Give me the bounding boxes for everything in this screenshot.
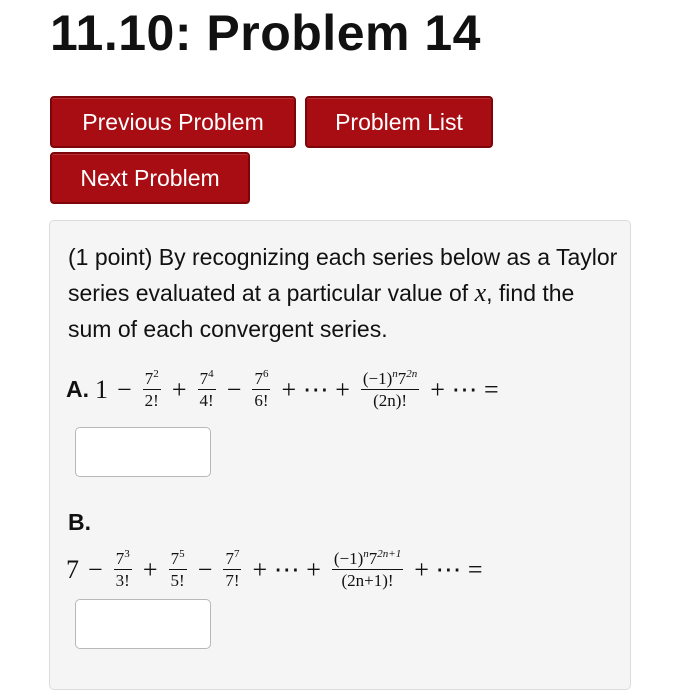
series-a-lead: 1 bbox=[95, 374, 108, 404]
term-den: 7! bbox=[225, 571, 240, 590]
page-title: 11.10: Problem 14 bbox=[50, 5, 481, 61]
general-num-sign: (−1) bbox=[362, 369, 393, 388]
problem-panel bbox=[49, 220, 631, 690]
general-num-base: 7 bbox=[368, 549, 378, 568]
series-a-general-term bbox=[361, 369, 419, 410]
previous-problem-button[interactable]: Previous Problem bbox=[50, 96, 296, 148]
answer-b-input[interactable] bbox=[75, 599, 211, 649]
general-den: (2n)! bbox=[373, 391, 408, 410]
series-b-term-1 bbox=[114, 549, 132, 590]
term-num-base: 7 bbox=[170, 549, 180, 568]
next-problem-button[interactable]: Next Problem bbox=[50, 152, 250, 204]
term-den: 6! bbox=[254, 391, 269, 410]
term-num-exp: 7 bbox=[233, 548, 240, 560]
general-num-base: 7 bbox=[397, 369, 407, 388]
statement-text: By recognizing each series below as a Taylor series evaluated at a particular value of bbox=[68, 244, 618, 306]
series-a-sign-3: − bbox=[226, 374, 242, 404]
series-b-term-2 bbox=[169, 549, 187, 590]
term-num-base: 7 bbox=[199, 369, 209, 388]
term-num-exp: 2 bbox=[153, 368, 159, 380]
term-den: 5! bbox=[170, 571, 185, 590]
term-num-exp: 6 bbox=[262, 368, 269, 380]
series-a-tail: + ⋯ = bbox=[430, 374, 499, 404]
series-b-ellipsis: + ⋯ + bbox=[252, 554, 321, 584]
series-a-ellipsis: + ⋯ + bbox=[281, 374, 350, 404]
series-b-sign-1: − bbox=[88, 554, 103, 584]
problem-list-button[interactable]: Problem List bbox=[305, 96, 493, 148]
general-num-exp1: n bbox=[392, 368, 398, 380]
statement-text-end: , find the sum of each convergent series. bbox=[68, 280, 575, 342]
term-num-base: 7 bbox=[225, 549, 234, 568]
part-b-label: B. bbox=[68, 509, 91, 535]
term-num-exp: 4 bbox=[208, 368, 214, 380]
general-num-exp1: n bbox=[363, 548, 369, 560]
term-den: 4! bbox=[199, 391, 214, 410]
term-num-base: 7 bbox=[254, 369, 263, 388]
series-a-sign-2: + bbox=[171, 374, 187, 404]
term-den: 2! bbox=[144, 391, 159, 410]
series-a-term-3 bbox=[252, 369, 270, 410]
term-num-base: 7 bbox=[115, 549, 125, 568]
series-b-tail: + ⋯ = bbox=[414, 554, 483, 584]
term-num-base: 7 bbox=[144, 369, 154, 388]
series-b bbox=[66, 549, 492, 590]
series-b-sign-2: + bbox=[142, 554, 158, 584]
term-num-exp: 3 bbox=[124, 548, 130, 560]
series-a bbox=[66, 369, 508, 410]
term-den: 3! bbox=[115, 571, 130, 590]
general-num-sign: (−1) bbox=[333, 549, 364, 568]
series-b-lead: 7 bbox=[66, 554, 79, 584]
math-variable: x bbox=[474, 278, 487, 307]
series-b-term-3 bbox=[223, 549, 241, 590]
series-a-sign-1: − bbox=[117, 374, 132, 404]
points-label: (1 point) bbox=[68, 244, 153, 270]
series-a-term-2 bbox=[198, 369, 216, 410]
series-b-general-term bbox=[332, 549, 403, 590]
answer-a-input[interactable] bbox=[75, 427, 211, 477]
general-num-exp2: 2n bbox=[406, 368, 418, 380]
general-den: (2n+1)! bbox=[341, 571, 394, 590]
series-b-sign-3: − bbox=[197, 554, 213, 584]
problem-statement bbox=[68, 239, 618, 347]
term-num-exp: 5 bbox=[179, 548, 185, 560]
general-num-exp2: 2n+1 bbox=[377, 548, 402, 560]
part-a-label: A. bbox=[66, 376, 89, 402]
series-a-term-1 bbox=[143, 369, 161, 410]
